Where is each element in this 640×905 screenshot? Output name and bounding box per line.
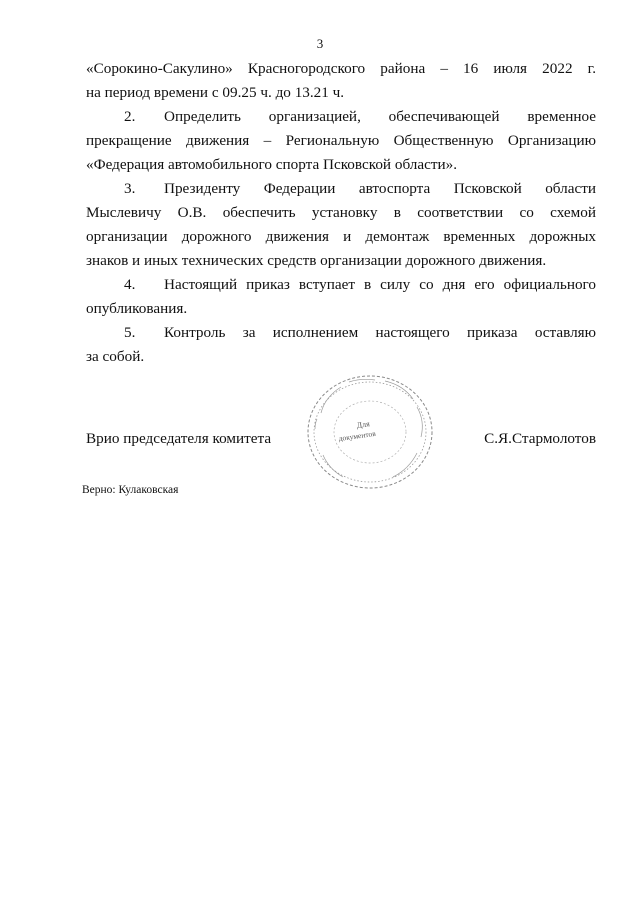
stamp-line-1: Для: [356, 419, 371, 430]
item-3-text-1: Президенту Федерации автоспорта Псковской области: [164, 180, 596, 197]
document-body: [86, 57, 596, 369]
item-3-line-1: [86, 177, 596, 201]
verified-note: Верно: Кулаковская: [82, 484, 179, 496]
item-2-text-1: Определить организацией, обеспечивающей временное: [164, 108, 596, 125]
item-3-number: 3.: [124, 180, 136, 197]
stamp-line-2: документов: [338, 428, 377, 443]
paragraph-intro-line-2: на период времени с 09.25 ч. до 13.21 ч.: [86, 84, 345, 101]
item-3-line-2: Мыслевичу О.В. обеспечить установку в соответствии со схемой: [86, 204, 596, 221]
item-2-line-1: [86, 105, 596, 129]
item-2-line-2: прекращение движения – Региональную Общественную Организацию: [86, 132, 596, 149]
item-5: [86, 321, 596, 369]
item-4-line-2: опубликования.: [86, 300, 188, 317]
signer-name: С.Я.Стармолотов: [484, 430, 596, 447]
item-4: [86, 273, 596, 321]
item-5-line-1: [86, 321, 596, 345]
item-4-text-1: Настоящий приказ вступает в силу со дня его официального: [164, 276, 596, 293]
item-2-number: 2.: [124, 108, 136, 125]
item-3: [86, 177, 596, 273]
item-5-number: 5.: [124, 324, 136, 341]
paragraph-intro: [86, 57, 596, 105]
item-4-number: 4.: [124, 276, 136, 293]
item-3-line-4: знаков и иных технических средств организации дорожного движения.: [86, 252, 547, 269]
stamp-seal-icon: [305, 373, 435, 491]
item-2: [86, 105, 596, 177]
official-stamp: [305, 373, 435, 491]
item-5-text-1: Контроль за исполнением настоящего приказа оставляю: [164, 324, 596, 341]
paragraph-intro-line-1: «Сорокино-Сакулино» Красногородского района – 16 июля 2022 г.: [86, 60, 596, 77]
item-3-line-3: организации дорожного движения и демонтаж временных дорожных: [86, 228, 596, 245]
page-number: 3: [316, 36, 324, 51]
item-2-line-3: «Федерация автомобильного спорта Псковской области».: [86, 156, 458, 173]
item-4-line-1: [86, 273, 596, 297]
item-5-line-2: за собой.: [86, 348, 145, 365]
signer-title: Врио председателя комитета: [86, 430, 272, 447]
